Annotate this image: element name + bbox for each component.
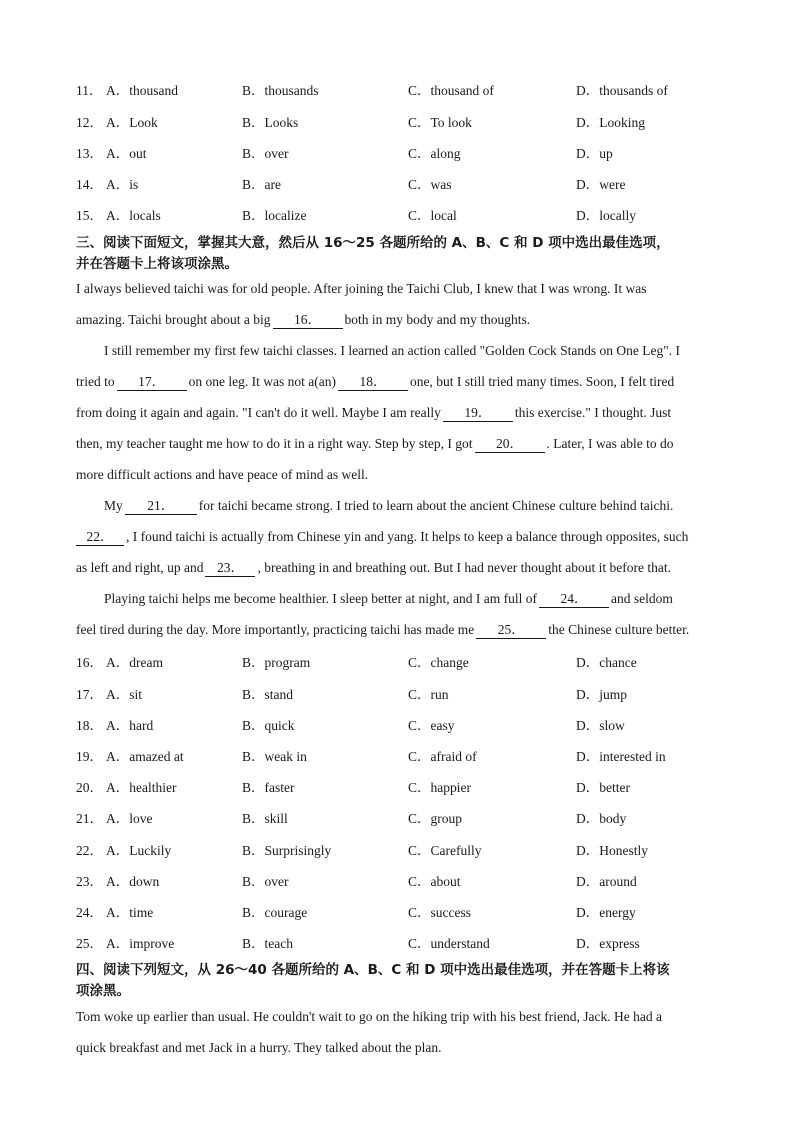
option-a: A．love (106, 811, 153, 826)
question-number: 14． (76, 177, 103, 192)
option-b: B．over (242, 146, 289, 161)
heading-line: 四、阅读下列短文，从 26～40 各题所给的 A、B、C 和 D 项中选出最佳选项，并在答题卡上将该 (76, 962, 670, 978)
passage-text: amazing. Taichi brought about a big (76, 312, 271, 327)
blank-25: 25． (476, 621, 546, 639)
option-b: B．are (242, 177, 281, 192)
option-c: C．group (408, 811, 462, 826)
question-row (76, 934, 756, 954)
option-a: A．Luckily (106, 843, 172, 858)
passage-text: from doing it again and again. "I can't do it well. Maybe I am really (76, 405, 441, 420)
option-a: A．locals (106, 208, 161, 223)
option-a: A．down (106, 874, 160, 889)
option-d: D．Looking (576, 115, 645, 130)
section-4-passage (76, 1001, 748, 1063)
passage-text: Tom woke up earlier than usual. He couldn't wait to go on the hiking trip with his best friend, Jack. He had a (76, 1009, 662, 1024)
passage-text: this exercise." I thought. Just (514, 405, 672, 420)
blank-16: 16． (273, 311, 343, 329)
passage-text: for taichi became strong. I tried to learn about the ancient Chinese culture behind taichi. (198, 498, 674, 513)
question-number: 18． (76, 718, 103, 733)
option-b: B．quick (242, 718, 295, 733)
question-number: 24． (76, 905, 103, 920)
passage-line (76, 273, 748, 304)
blank-19: 19． (443, 404, 513, 422)
option-c: C．happier (408, 780, 471, 795)
heading-line: 三、阅读下面短文，掌握其大意，然后从 16～25 各题所给的 A、B、C 和 D 项中选出最佳选项， (76, 235, 670, 251)
passage-line (76, 397, 748, 428)
question-row (76, 841, 756, 861)
passage-text: , breathing in and breathing out. But I had never thought about it before that. (257, 560, 671, 575)
option-c: C．change (408, 655, 469, 670)
question-row (76, 653, 756, 673)
option-d: D．around (576, 874, 637, 889)
option-d: D．jump (576, 687, 628, 702)
passage-line (76, 583, 748, 614)
option-c: C．understand (408, 936, 490, 951)
passage-line (76, 552, 748, 583)
passage-text: feel tired during the day. More importantly, practicing taichi has made me (76, 622, 475, 637)
option-d: D．express (576, 936, 640, 951)
question-row (76, 903, 756, 923)
question-number: 25． (76, 936, 103, 951)
option-a: A．thousand (106, 83, 178, 98)
option-b: B．thousands (242, 83, 319, 98)
passage-line (76, 304, 748, 335)
option-b: B．courage (242, 905, 308, 920)
heading-line: 项涂黑。 (76, 983, 130, 999)
blank-20: 20． (475, 435, 545, 453)
option-b: B．over (242, 874, 289, 889)
passage-text: on one leg. It was not a(an) (188, 374, 336, 389)
option-c: C．along (408, 146, 461, 161)
question-number: 19． (76, 749, 103, 764)
passage-text: quick breakfast and met Jack in a hurry. They talked about the plan. (76, 1040, 442, 1055)
question-number: 17． (76, 687, 103, 702)
blank-23: 23． (205, 559, 255, 577)
option-c: C．local (408, 208, 457, 223)
section-3-passage (76, 273, 748, 645)
option-a: A．sit (106, 687, 143, 702)
option-b: B．program (242, 655, 311, 670)
option-c: C．thousand of (408, 83, 494, 98)
passage-text: and seldom (611, 591, 673, 606)
passage-text: both in my body and my thoughts. (344, 312, 531, 327)
option-b: B．Surprisingly (242, 843, 332, 858)
passage-text: I always believed taichi was for old people. After joining the Taichi Club, I knew that I was wrong. It was (76, 281, 647, 296)
question-number: 20． (76, 780, 103, 795)
heading-line: 并在答题卡上将该项涂黑。 (76, 256, 238, 272)
question-number: 12． (76, 115, 103, 130)
option-b: B．Looks (242, 115, 299, 130)
question-row (76, 747, 756, 767)
passage-line (76, 490, 748, 521)
blank-21: 21． (125, 497, 197, 515)
passage-line (76, 366, 748, 397)
option-a: A．dream (106, 655, 163, 670)
question-row (76, 809, 756, 829)
passage-line (76, 459, 748, 490)
option-a: A．Look (106, 115, 158, 130)
option-b: B．stand (242, 687, 294, 702)
blank-22: 22． (76, 528, 124, 546)
option-d: D．slow (576, 718, 625, 733)
option-a: A．amazed at (106, 749, 184, 764)
option-d: D．chance (576, 655, 637, 670)
option-d: D．interested in (576, 749, 666, 764)
option-d: D．better (576, 780, 630, 795)
passage-text: . Later, I was able to do (546, 436, 674, 451)
passage-line (76, 335, 748, 366)
option-c: C．was (408, 177, 452, 192)
passage-text: Playing taichi helps me become healthier. I sleep better at night, and I am full of (104, 591, 537, 606)
passage-line (76, 1001, 748, 1032)
option-d: D．locally (576, 208, 636, 223)
passage-text: one, but I still tried many times. Soon, I felt tired (409, 374, 675, 389)
passage-text: tried to (76, 374, 115, 389)
question-number: 16． (76, 655, 103, 670)
option-a: A．out (106, 146, 147, 161)
option-a: A．is (106, 177, 139, 192)
question-row (76, 206, 756, 226)
option-d: D．body (576, 811, 627, 826)
blank-17: 17． (117, 373, 187, 391)
question-row (76, 778, 756, 798)
option-c: C．easy (408, 718, 455, 733)
option-b: B．weak in (242, 749, 307, 764)
question-row (76, 872, 756, 892)
passage-text: more difficult actions and have peace of mind as well. (76, 467, 369, 482)
question-row (76, 716, 756, 736)
question-number: 22． (76, 843, 103, 858)
passage-line (76, 428, 748, 459)
option-d: D．were (576, 177, 626, 192)
passage-text: I still remember my first few taichi classes. I learned an action called "Golden Cock Stands on One Leg". I (104, 343, 680, 358)
option-b: B．localize (242, 208, 307, 223)
passage-line (76, 1032, 748, 1063)
option-a: A．hard (106, 718, 154, 733)
passage-line (76, 521, 748, 552)
option-b: B．faster (242, 780, 295, 795)
option-a: A．time (106, 905, 154, 920)
option-a: A．healthier (106, 780, 177, 795)
passage-text: My (104, 498, 123, 513)
passage-line (76, 614, 748, 645)
question-number: 13． (76, 146, 103, 161)
question-number: 15． (76, 208, 103, 223)
question-row (76, 685, 756, 705)
option-b: B．teach (242, 936, 293, 951)
blank-24: 24． (539, 590, 609, 608)
question-row (76, 113, 756, 133)
passage-text: , I found taichi is actually from Chinese yin and yang. It helps to keep a balance through opposites, such (126, 529, 689, 544)
option-d: D．up (576, 146, 613, 161)
option-d: D．Honestly (576, 843, 648, 858)
option-a: A．improve (106, 936, 175, 951)
question-row (76, 81, 756, 101)
passage-text: then, my teacher taught me how to do it in a right way. Step by step, I got (76, 436, 473, 451)
question-row (76, 144, 756, 164)
blank-18: 18． (338, 373, 408, 391)
question-number: 23． (76, 874, 103, 889)
section-3-heading (76, 233, 756, 275)
option-d: D．energy (576, 905, 636, 920)
question-number: 11． (76, 83, 103, 98)
passage-text: the Chinese culture better. (548, 622, 690, 637)
section-4-heading (76, 960, 756, 1002)
option-c: C．about (408, 874, 461, 889)
passage-text: as left and right, up and (76, 560, 204, 575)
option-b: B．skill (242, 811, 288, 826)
option-c: C．success (408, 905, 471, 920)
option-d: D．thousands of (576, 83, 668, 98)
option-c: C．To look (408, 115, 472, 130)
question-row (76, 175, 756, 195)
option-c: C．run (408, 687, 449, 702)
option-c: C．afraid of (408, 749, 477, 764)
option-c: C．Carefully (408, 843, 482, 858)
question-number: 21． (76, 811, 103, 826)
